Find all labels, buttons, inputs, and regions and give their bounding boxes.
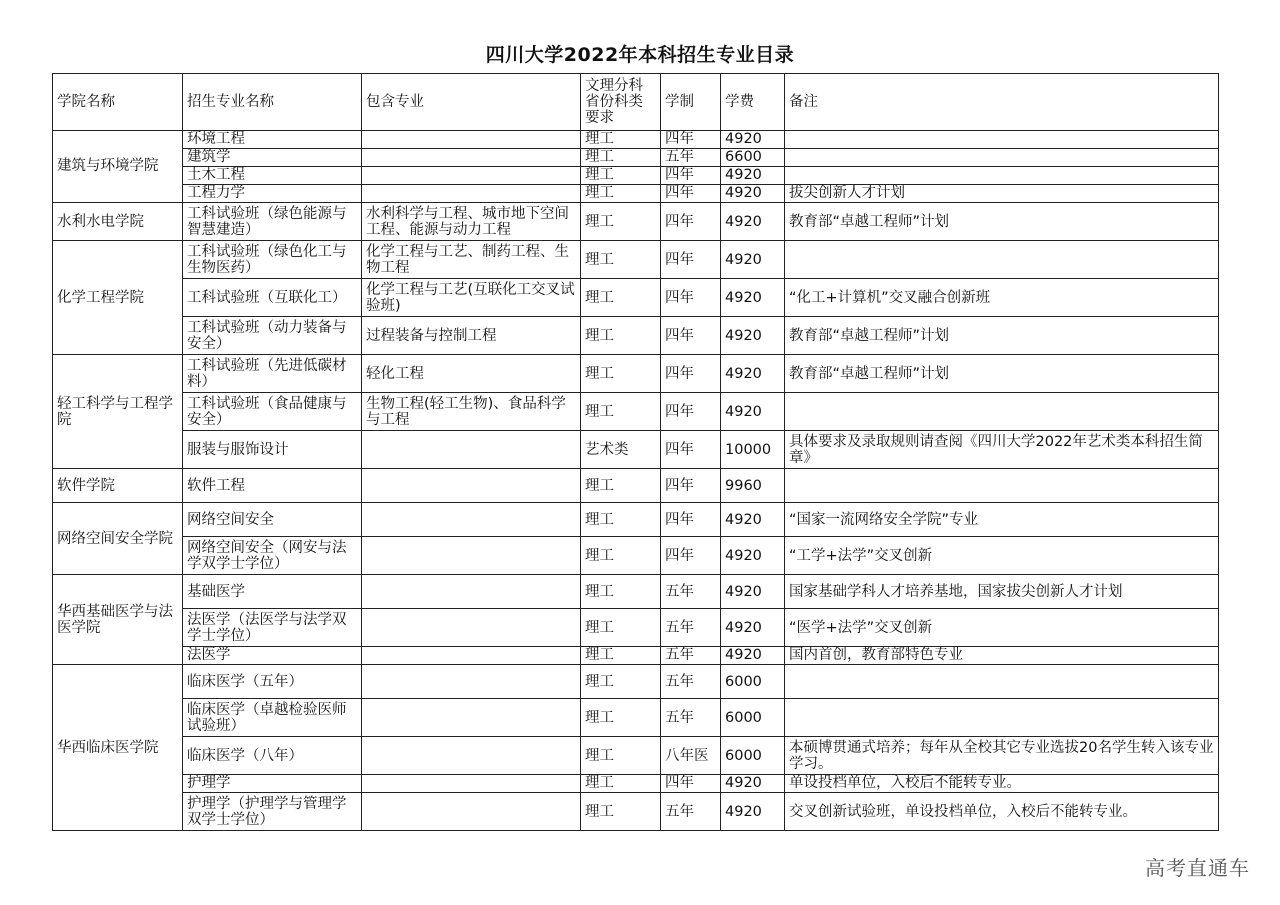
duration-cell: 四年 <box>661 393 721 431</box>
duration-cell: 四年 <box>661 185 721 203</box>
tuition-cell: 4920 <box>721 241 785 279</box>
note-cell: “国家一流网络安全学院”专业 <box>785 503 1219 537</box>
tuition-cell: 6000 <box>721 665 785 699</box>
duration-cell: 四年 <box>661 469 721 503</box>
major-cell: 软件工程 <box>183 469 362 503</box>
college-name-cell: 建筑与环境学院 <box>53 131 183 203</box>
note-cell: “工学+法学”交叉创新 <box>785 537 1219 575</box>
tuition-cell: 4920 <box>721 609 785 647</box>
table-row <box>53 203 1219 241</box>
major-cell: 临床医学（卓越检验医师试验班） <box>183 699 362 737</box>
duration-cell: 四年 <box>661 279 721 317</box>
tuition-cell: 4920 <box>721 575 785 609</box>
duration-cell: 五年 <box>661 793 721 831</box>
table-row <box>53 393 1219 431</box>
sub-majors-cell: 过程装备与控制工程 <box>362 317 581 355</box>
note-cell <box>785 167 1219 185</box>
tuition-cell: 4920 <box>721 185 785 203</box>
header-cell: 学制 <box>661 74 721 131</box>
duration-cell: 四年 <box>661 537 721 575</box>
major-cell: 网络空间安全（网安与法学双学士学位） <box>183 537 362 575</box>
subject-requirement-cell: 理工 <box>581 317 661 355</box>
table-row <box>53 537 1219 575</box>
duration-cell: 四年 <box>661 131 721 149</box>
major-cell: 建筑学 <box>183 149 362 167</box>
major-cell: 工科试验班（食品健康与安全） <box>183 393 362 431</box>
duration-cell: 五年 <box>661 665 721 699</box>
header-cell: 备注 <box>785 74 1219 131</box>
major-cell: 护理学（护理学与管理学双学士学位） <box>183 793 362 831</box>
note-cell: “化工+计算机”交叉融合创新班 <box>785 279 1219 317</box>
sub-majors-cell: 水利科学与工程、城市地下空间工程、能源与动力工程 <box>362 203 581 241</box>
watermark: 高考直通车 <box>1145 856 1250 880</box>
subject-requirement-cell: 理工 <box>581 167 661 185</box>
note-cell: 教育部“卓越工程师”计划 <box>785 317 1219 355</box>
sub-majors-cell <box>362 167 581 185</box>
college-name-cell: 华西临床医学院 <box>53 665 183 831</box>
sub-majors-cell: 化学工程与工艺、制药工程、生物工程 <box>362 241 581 279</box>
note-cell: 交叉创新试验班，单设投档单位，入校后不能转专业。 <box>785 793 1219 831</box>
note-cell <box>785 131 1219 149</box>
sub-majors-cell <box>362 469 581 503</box>
duration-cell: 五年 <box>661 699 721 737</box>
table-row <box>53 355 1219 393</box>
table-row <box>53 737 1219 775</box>
tuition-cell: 4920 <box>721 131 785 149</box>
sub-majors-cell <box>362 575 581 609</box>
sub-majors-cell <box>362 149 581 167</box>
note-cell: 拔尖创新人才计划 <box>785 185 1219 203</box>
subject-requirement-cell: 理工 <box>581 279 661 317</box>
college-name-cell: 水利水电学院 <box>53 203 183 241</box>
subject-requirement-cell: 理工 <box>581 737 661 775</box>
table-row <box>53 699 1219 737</box>
major-cell: 网络空间安全 <box>183 503 362 537</box>
tuition-cell: 9960 <box>721 469 785 503</box>
header-cell: 文理分科省份科类要求 <box>581 74 661 131</box>
duration-cell: 四年 <box>661 355 721 393</box>
header-row <box>53 74 1219 131</box>
major-cell: 服装与服饰设计 <box>183 431 362 469</box>
major-cell: 工科试验班（动力装备与安全） <box>183 317 362 355</box>
major-cell: 工科试验班（先进低碳材料） <box>183 355 362 393</box>
tuition-cell: 4920 <box>721 775 785 793</box>
duration-cell: 四年 <box>661 503 721 537</box>
subject-requirement-cell: 理工 <box>581 149 661 167</box>
college-name-cell: 软件学院 <box>53 469 183 503</box>
major-cell: 临床医学（八年） <box>183 737 362 775</box>
college-name-cell: 轻工科学与工程学院 <box>53 355 183 469</box>
tuition-cell: 4920 <box>721 793 785 831</box>
major-cell: 环境工程 <box>183 131 362 149</box>
note-cell: “医学+法学”交叉创新 <box>785 609 1219 647</box>
sub-majors-cell <box>362 537 581 575</box>
note-cell: 教育部“卓越工程师”计划 <box>785 355 1219 393</box>
major-cell: 土木工程 <box>183 167 362 185</box>
subject-requirement-cell: 理工 <box>581 203 661 241</box>
subject-requirement-cell: 理工 <box>581 793 661 831</box>
table-row <box>53 793 1219 831</box>
table-row <box>53 575 1219 609</box>
note-cell <box>785 699 1219 737</box>
duration-cell: 五年 <box>661 647 721 665</box>
sub-majors-cell <box>362 609 581 647</box>
duration-cell: 八年医 <box>661 737 721 775</box>
sub-majors-cell <box>362 665 581 699</box>
major-cell: 法医学 <box>183 647 362 665</box>
note-cell <box>785 393 1219 431</box>
table-row <box>53 149 1219 167</box>
sub-majors-cell: 轻化工程 <box>362 355 581 393</box>
table-row <box>53 609 1219 647</box>
tuition-cell: 4920 <box>721 503 785 537</box>
subject-requirement-cell: 理工 <box>581 131 661 149</box>
table-row <box>53 775 1219 793</box>
major-cell: 工科试验班（互联化工） <box>183 279 362 317</box>
duration-cell: 五年 <box>661 609 721 647</box>
page-title: 四川大学2022年本科招生专业目录 <box>485 44 795 66</box>
duration-cell: 四年 <box>661 241 721 279</box>
subject-requirement-cell: 理工 <box>581 699 661 737</box>
table-row <box>53 469 1219 503</box>
tuition-cell: 4920 <box>721 355 785 393</box>
tuition-cell: 4920 <box>721 203 785 241</box>
duration-cell: 五年 <box>661 575 721 609</box>
subject-requirement-cell: 理工 <box>581 575 661 609</box>
tuition-cell: 4920 <box>721 393 785 431</box>
table-row <box>53 167 1219 185</box>
subject-requirement-cell: 理工 <box>581 241 661 279</box>
duration-cell: 四年 <box>661 317 721 355</box>
tuition-cell: 4920 <box>721 537 785 575</box>
subject-requirement-cell: 理工 <box>581 355 661 393</box>
tuition-cell: 6600 <box>721 149 785 167</box>
subject-requirement-cell: 理工 <box>581 775 661 793</box>
sub-majors-cell <box>362 431 581 469</box>
enrollment-table <box>52 73 1219 831</box>
tuition-cell: 6000 <box>721 699 785 737</box>
sub-majors-cell <box>362 793 581 831</box>
note-cell: 国内首创，教育部特色专业 <box>785 647 1219 665</box>
sub-majors-cell <box>362 131 581 149</box>
major-cell: 工科试验班（绿色能源与智慧建造） <box>183 203 362 241</box>
tuition-cell: 4920 <box>721 279 785 317</box>
header-cell: 招生专业名称 <box>183 74 362 131</box>
duration-cell: 四年 <box>661 775 721 793</box>
subject-requirement-cell: 理工 <box>581 537 661 575</box>
note-cell: 教育部“卓越工程师”计划 <box>785 203 1219 241</box>
major-cell: 基础医学 <box>183 575 362 609</box>
major-cell: 工程力学 <box>183 185 362 203</box>
duration-cell: 五年 <box>661 149 721 167</box>
major-cell: 临床医学（五年） <box>183 665 362 699</box>
note-cell <box>785 241 1219 279</box>
tuition-cell: 4920 <box>721 167 785 185</box>
subject-requirement-cell: 理工 <box>581 469 661 503</box>
table-row <box>53 241 1219 279</box>
major-cell: 工科试验班（绿色化工与生物医药） <box>183 241 362 279</box>
sub-majors-cell <box>362 185 581 203</box>
table-row <box>53 185 1219 203</box>
sub-majors-cell <box>362 503 581 537</box>
header-cell: 学费 <box>721 74 785 131</box>
subject-requirement-cell: 艺术类 <box>581 431 661 469</box>
header-cell: 学院名称 <box>53 74 183 131</box>
major-cell: 法医学（法医学与法学双学士学位） <box>183 609 362 647</box>
table-row <box>53 317 1219 355</box>
note-cell <box>785 469 1219 503</box>
college-name-cell: 网络空间安全学院 <box>53 503 183 575</box>
major-cell: 护理学 <box>183 775 362 793</box>
tuition-cell: 6000 <box>721 737 785 775</box>
sub-majors-cell <box>362 737 581 775</box>
college-name-cell: 华西基础医学与法医学院 <box>53 575 183 665</box>
subject-requirement-cell: 理工 <box>581 393 661 431</box>
note-cell: 单设投档单位，入校后不能转专业。 <box>785 775 1219 793</box>
college-name-cell: 化学工程学院 <box>53 241 183 355</box>
table-row <box>53 665 1219 699</box>
subject-requirement-cell: 理工 <box>581 665 661 699</box>
note-cell: 具体要求及录取规则请查阅《四川大学2022年艺术类本科招生简章》 <box>785 431 1219 469</box>
duration-cell: 四年 <box>661 431 721 469</box>
table-row <box>53 647 1219 665</box>
sub-majors-cell <box>362 699 581 737</box>
sub-majors-cell: 化学工程与工艺(互联化工交叉试验班) <box>362 279 581 317</box>
note-cell <box>785 665 1219 699</box>
sub-majors-cell <box>362 647 581 665</box>
duration-cell: 四年 <box>661 203 721 241</box>
sub-majors-cell <box>362 775 581 793</box>
note-cell <box>785 149 1219 167</box>
table-row <box>53 131 1219 149</box>
tuition-cell: 10000 <box>721 431 785 469</box>
table-row <box>53 503 1219 537</box>
subject-requirement-cell: 理工 <box>581 609 661 647</box>
header-cell: 包含专业 <box>362 74 581 131</box>
note-cell: 国家基础学科人才培养基地，国家拔尖创新人才计划 <box>785 575 1219 609</box>
table-row <box>53 431 1219 469</box>
subject-requirement-cell: 理工 <box>581 647 661 665</box>
tuition-cell: 4920 <box>721 317 785 355</box>
table-row <box>53 279 1219 317</box>
subject-requirement-cell: 理工 <box>581 185 661 203</box>
tuition-cell: 4920 <box>721 647 785 665</box>
duration-cell: 四年 <box>661 167 721 185</box>
sub-majors-cell: 生物工程(轻工生物)、食品科学与工程 <box>362 393 581 431</box>
subject-requirement-cell: 理工 <box>581 503 661 537</box>
note-cell: 本硕博贯通式培养；每年从全校其它专业选拔20名学生转入该专业学习。 <box>785 737 1219 775</box>
